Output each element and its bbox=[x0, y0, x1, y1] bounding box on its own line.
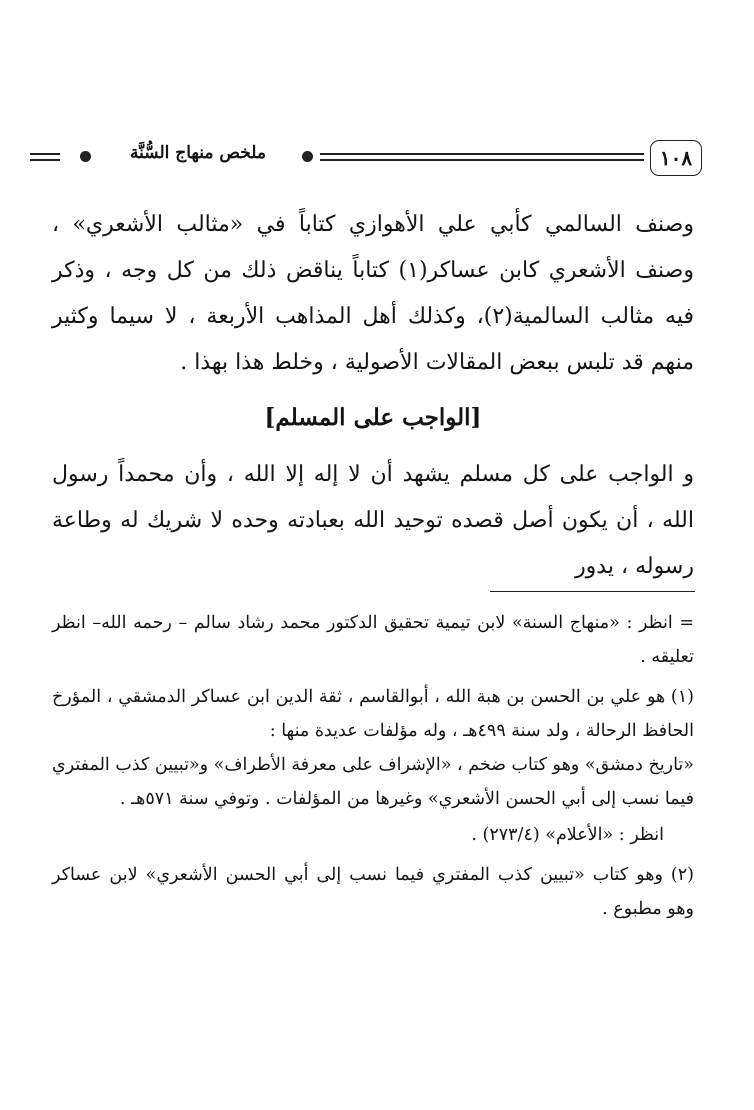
header-bullet-left-icon bbox=[80, 151, 91, 162]
header-rule-left-lower bbox=[30, 159, 60, 161]
main-text bbox=[52, 202, 694, 590]
footnote-separator bbox=[490, 591, 695, 592]
running-title: ملخص منهاج السُّنَّة bbox=[130, 143, 266, 163]
footnote-continuation: = انظر : «منهاج السنة» لابن تيمية تحقيق الدكتور محمد رشاد سالم – رحمه الله– انظر تعليقه . bbox=[52, 613, 694, 667]
footnote-1-works: «تاريخ دمشق» وهو كتاب ضخم ، «الإشراف على معرفة الأطراف» و«تبيين كذب المفتري فيما نسب إلى أبي الحسن الأشعري» وغيرها من المؤلفات . وتوفي سنة ٥٧١هـ . bbox=[52, 755, 694, 809]
page-header bbox=[30, 140, 702, 178]
footnotes bbox=[52, 606, 694, 926]
header-rule-right bbox=[320, 153, 644, 155]
footnote-1-reference: انظر : «الأعلام» (٢٧٣/٤) . bbox=[471, 825, 664, 845]
header-rule-right-lower bbox=[320, 159, 644, 161]
footnote-1: (١) هو علي بن الحسن بن هبة الله ، أبوالقاسم ، ثقة الدين ابن عساكر الدمشقي ، المؤرخ الحافظ الرحالة ، ولد سنة ٤٩٩هـ ، وله مؤلفات عديدة منها : bbox=[52, 687, 694, 741]
page-number: ١٠٨ bbox=[650, 140, 702, 176]
paragraph-1: وصنف السالمي كأبي علي الأهوازي كتاباً في «مثالب الأشعري» ، وصنف الأشعري كابن عساكر(١) كتاباً يناقض ذلك من كل وجه ، وذكر فيه مثالب السالمية(٢)، وكذلك أهل المذاهب الأربعة ، لا سيما وكثير منهم قد تلبس ببعض المقالات الأصولية ، وخلط هذا بهذا . bbox=[52, 212, 694, 375]
header-bullet-right-icon bbox=[302, 151, 313, 162]
header-rule-left bbox=[30, 153, 60, 155]
footnote-2: (٢) وهو كتاب «تبيين كذب المفتري فيما نسب إلى أبي الحسن الأشعري» لابن عساكر وهو مطبوع . bbox=[52, 865, 694, 919]
paragraph-2: و الواجب على كل مسلم يشهد أن لا إله إلا الله ، وأن محمداً رسول الله ، أن يكون أصل قصده توحيد الله بعبادته وحده لا شريك له وطاعة رسوله ، يدور bbox=[52, 462, 694, 579]
section-heading: [الواجب على المسلم] bbox=[264, 404, 482, 431]
